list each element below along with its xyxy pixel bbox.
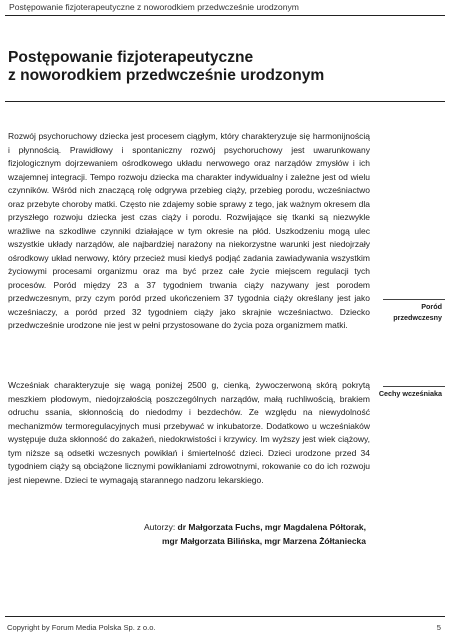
margin-note-bar-2 — [383, 386, 445, 387]
authors-block — [8, 521, 366, 548]
paragraph-2: Wcześniak charakteryzuje się wagą poniżej 2500 g, cienką, żywoczerwoną skórą pokrytą meszkiem płodowym, niedojrzałością poszczególnych narządów, małą ruchliwością, brakiem odruchu ssania, skłonnością do niedodmy i bezdechów. Ze względu na niewydolność mechanizmów termoregulacyjnych musi przebywać w inkubatorze. Dodatkowo u wcześniaków występuje duża skłonność do zakażeń, niedokrwistości i krzywicy. Im wyższy jest wiek ciążowy, tym niższe są odsetki wczesnych powikłań i śmiertelność dzieci. Dzieci urodzone przed 34 tygodniem ciąży są obciążone licznymi powikłaniami zdrowotnymi, rokowanie co do ich rozwoju jest niepewne. Dzieci te wymagają starannego nadzoru lekarskiego. — [8, 380, 370, 485]
margin-note-porod: Poród przedwczesny — [393, 302, 442, 322]
title-line-1: Postępowanie fizjoterapeutyczne — [8, 49, 254, 66]
margin-note-bar-1 — [383, 299, 445, 300]
authors-line-2: mgr Małgorzata Bilińska, mgr Marzena Żółtaniecka — [161, 535, 366, 546]
article-title — [8, 49, 428, 85]
authors-prefix: Autorzy: — [144, 522, 178, 532]
authors-line-1: dr Małgorzata Fuchs, mgr Magdalena Półtorak, — [177, 522, 366, 532]
page-number: 5 — [436, 623, 441, 632]
title-rule — [5, 101, 445, 102]
running-header: Postępowanie fizjoterapeutyczne z noworodkiem przedwcześnie urodzonym — [9, 2, 299, 12]
footer-rule — [5, 616, 445, 617]
title-line-2: z noworodkiem przedwcześnie urodzonym — [8, 67, 325, 84]
paragraph-1: Rozwój psychoruchowy dziecka jest procesem ciągłym, który charakteryzuje się harmonijnością i płynnością. Prawidłowy i spontaniczny rozwój psychoruchowy jest uwarunkowany fizjologicznym dojrzewaniem ośrodkowego układu nerwowego oraz narządów zmysłów i ich wzajemnej integracji. Tempo rozwoju dziecka ma charakter indywidualny i zależne jest od wielu czynników. Wśród nich znaczącą rolę odgrywa przebieg ciąży, przebieg porodu, wcześniactwo oraz przebyte choroby matki. Często nie zdajemy sobie sprawy z tego, jak ważnym okresem dla przyszłego rozwoju dziecka jest czas ciąży i porodu. Rozwijające się tkanki są niezwykle wrażliwe na szkodliwe czynniki działające w tym okresie na płód. Uszkodzeniu mogą ulec wszystkie układy narządów, ale najbardziej narażony na niekorzystne warunki jest niedojrzały ośrodkowy układ nerwowy, który przecież musi kiedyś podjąć zadania zawiadywania wszystkim życiowymi procesami organizmu oraz ma być przez całe życie miejscem regulacji tych procesów. Poród między 23 a 37 tygodniem trwania ciąży nazywany jest porodem przedwczesnym, przy czym poród przed ukończeniem 37 tygodnia ciąży określany jest jako wcześniaczy, a poród przed 32 tygodniem ciąży jako skrajnie wcześniactwo. Dziecko przedwcześnie urodzone nie jest w pełni przystosowane do życia poza organizmem matki. — [8, 131, 370, 330]
footer-copyright: Copyright by Forum Media Polska Sp. z o.o. — [7, 623, 156, 632]
margin-note-cechy: Cechy wcześniaka — [378, 389, 442, 398]
header-rule — [5, 15, 445, 16]
